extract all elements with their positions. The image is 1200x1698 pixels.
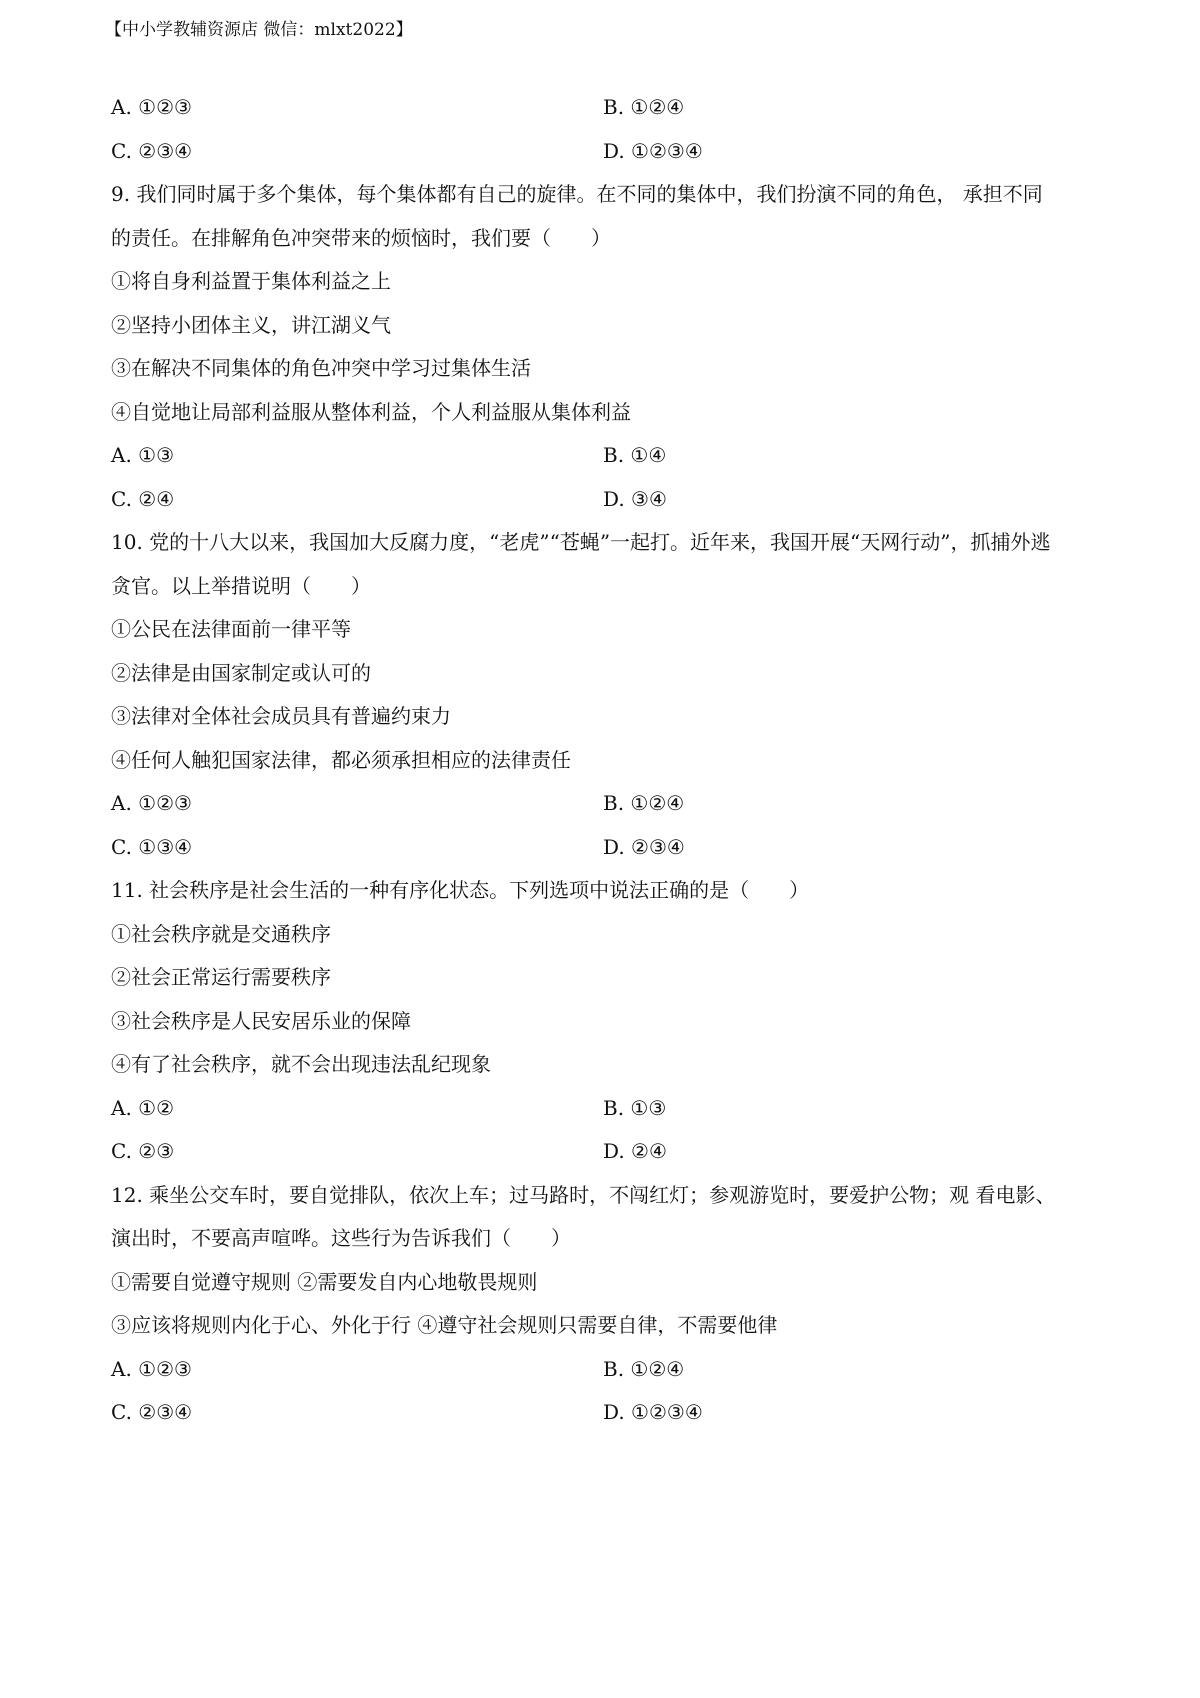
q9-option-c: C. ②④ [111, 487, 175, 511]
q10-option-b: B. ①②④ [603, 791, 685, 815]
q12-option-a: A. ①②③ [111, 1357, 192, 1381]
q11-item-4: ④有了社会秩序，就不会出现违法乱纪现象 [111, 1052, 491, 1076]
q9-item-1: ①将自身利益置于集体利益之上 [111, 269, 391, 293]
q12-stem-line-2: 演出时，不要高声喧哗。这些行为告诉我们（ ） [111, 1226, 571, 1250]
q12-option-b: B. ①②④ [603, 1357, 685, 1381]
q9-option-b: B. ①④ [603, 443, 667, 467]
q9-item-3: ③在解决不同集体的角色冲突中学习过集体生活 [111, 356, 531, 380]
page-header-watermark: 【中小学教辅资源店 微信：mlxt2022】 [105, 20, 413, 40]
q12-option-d: D. ①②③④ [603, 1400, 703, 1424]
q9-option-d: D. ③④ [603, 487, 667, 511]
q9-stem-line-1: 9. 我们同时属于多个集体，每个集体都有自己的旋律。在不同的集体中，我们扮演不同的角色， 承担不同 [111, 182, 1043, 206]
q9-stem-line-2: 的责任。在排解角色冲突带来的烦恼时，我们要（ ） [111, 226, 611, 250]
q8-option-b: B. ①②④ [603, 95, 685, 119]
q10-stem-line-2: 贪官。以上举措说明（ ） [111, 574, 371, 598]
q11-stem-line-1: 11. 社会秩序是社会生活的一种有序化状态。下列选项中说法正确的是（ ） [111, 878, 810, 902]
q12-stem-line-1: 12. 乘坐公交车时，要自觉排队，依次上车；过马路时，不闯红灯；参观游览时，要爱护公物；观 看电影、 [111, 1183, 1056, 1207]
q10-item-2: ②法律是由国家制定或认可的 [111, 661, 371, 685]
q8-option-c: C. ②③④ [111, 139, 193, 163]
q12-item-1: ①需要自觉遵守规则 ②需要发自内心地敬畏规则 [111, 1270, 538, 1294]
q12-item-2: ③应该将规则内化于心、外化于行 ④遵守社会规则只需要自律，不需要他律 [111, 1313, 778, 1337]
q10-stem-line-1: 10. 党的十八大以来，我国加大反腐力度，“老虎”“苍蝇”一起打。近年来，我国开展“天网行动”，抓捕外逃 [111, 530, 1051, 554]
q11-option-d: D. ②④ [603, 1139, 667, 1163]
q10-option-a: A. ①②③ [111, 791, 192, 815]
q9-item-2: ②坚持小团体主义，讲江湖义气 [111, 313, 391, 337]
q11-option-b: B. ①③ [603, 1096, 667, 1120]
q11-option-a: A. ①② [111, 1096, 175, 1120]
q8-option-a: A. ①②③ [111, 95, 192, 119]
q10-item-1: ①公民在法律面前一律平等 [111, 617, 351, 641]
q11-item-3: ③社会秩序是人民安居乐业的保障 [111, 1009, 411, 1033]
q10-item-4: ④任何人触犯国家法律，都必须承担相应的法律责任 [111, 748, 571, 772]
q11-item-2: ②社会正常运行需要秩序 [111, 965, 331, 989]
q9-item-4: ④自觉地让局部利益服从整体利益，个人利益服从集体利益 [111, 400, 631, 424]
q11-item-1: ①社会秩序就是交通秩序 [111, 922, 331, 946]
q8-option-d: D. ①②③④ [603, 139, 703, 163]
q11-option-c: C. ②③ [111, 1139, 175, 1163]
q10-item-3: ③法律对全体社会成员具有普遍约束力 [111, 704, 451, 728]
q12-option-c: C. ②③④ [111, 1400, 193, 1424]
q10-option-c: C. ①③④ [111, 835, 193, 859]
q10-option-d: D. ②③④ [603, 835, 685, 859]
q9-option-a: A. ①③ [111, 443, 175, 467]
